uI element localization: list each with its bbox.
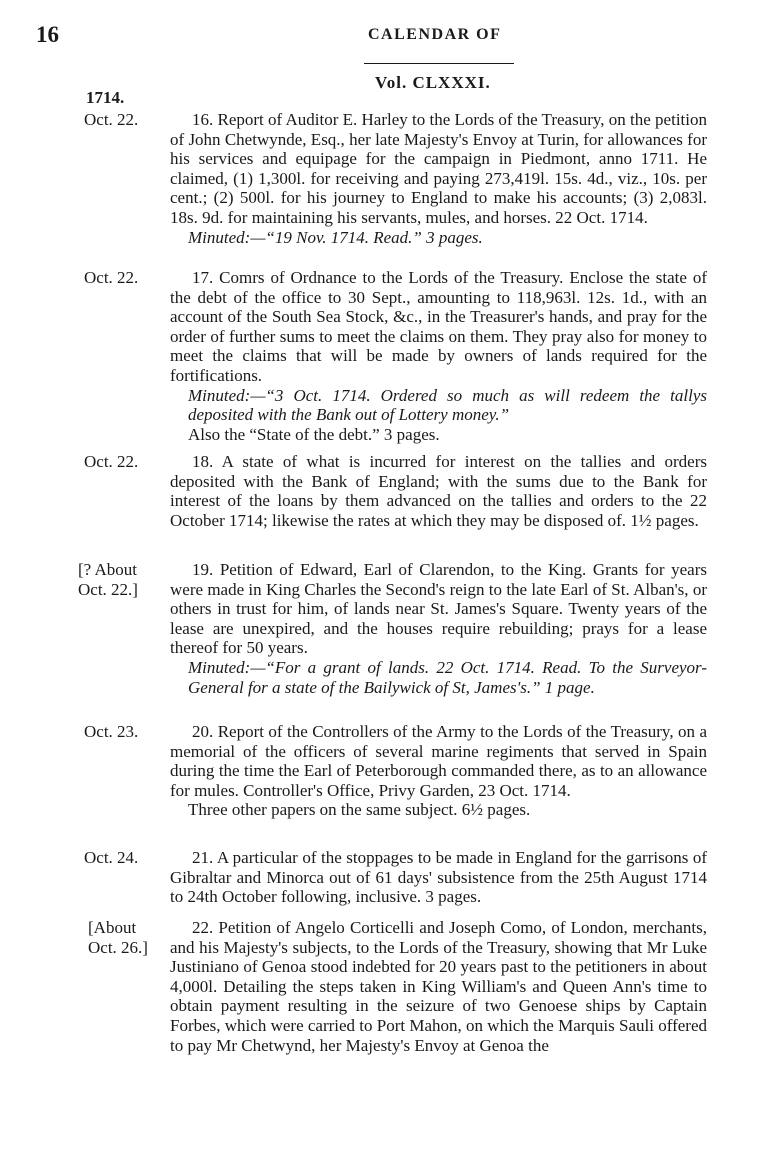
entry-text (170, 452, 707, 530)
year-label: 1714. (86, 88, 125, 107)
entry-date: Oct. 22. (84, 452, 139, 471)
header-rule (364, 63, 514, 64)
entry-paragraph: 22. Petition of Angelo Corticelli and Joseph Como, of London, merchants, and his Majesty's subjects, to the Lords of the Treasury, showing that Mr Luke Justiniano of Genoa stood indebted for 20 years past to the petitioners in about 4,000l. Detailing the steps taken in King William's and Queen Ann's time to obtain payment resulting in the seizure of two Genoese ships by Captain Forbes, which were carried to Port Mahon, on which the Marquis Sauli offered to pay Mr Chetwynd, her Majesty's Envoy at Genoa the (170, 918, 707, 1055)
entry-text (170, 560, 707, 697)
entry-note: Also the “State of the debt.” 3 pages. (188, 424, 440, 444)
entry-paragraph: 20. Report of the Controllers of the Army to the Lords of the Treasury, on a memorial of the officers of several marine regiments that served in Spain during the time the Earl of Peterborough commanded there, as to an allowance for mules. Controller's Office, Privy Garden, 23 Oct. 1714. (170, 722, 707, 800)
entry-paragraph: 18. A state of what is incurred for interest on the tallies and orders deposited with the Bank of England; with the sums due to the Bank for interest of the loans by them advanced on the tallies and orders to the 22 October 1714; likewise the rates at which they may be disposed of. 1½ pages. (170, 452, 707, 530)
entry-text (170, 848, 707, 907)
entry-date: Oct. 22. (84, 110, 139, 129)
entry-text (170, 918, 707, 1055)
entry-minute: Minuted:—“3 Oct. 1714. Ordered so much as will redeem the tallys deposited with the Bank out of Lottery money.” (188, 385, 707, 425)
entry-paragraph: 21. A particular of the stoppages to be made in England for the garrisons of Gibraltar and Minorca out of 61 days' subsistence from the 25th August 1714 to 24th October following, inclusive. 3 pages. (170, 848, 707, 907)
entry-date: Oct. 24. (84, 848, 139, 867)
entry-date: [? About Oct. 22.] (78, 560, 138, 599)
entry-paragraph: 16. Report of Auditor E. Harley to the Lords of the Treasury, on the petition of John Chetwynde, Esq., her late Majesty's Envoy at Turin, for allowances for his services and equipage for the campaign in Piedmont, anno 1711. He claimed, (1) 1,300l. for receiving and paying 273,419l. 15s. 4d., viz., 10s. per cent.; (2) 500l. for his journey to England to make his accounts; (3) 2,083l. 18s. 9d. for maintaining his servants, mules, and horses. 22 Oct. 1714. (170, 110, 707, 227)
volume-heading: Vol. CLXXXI. (375, 73, 491, 92)
entry-text (170, 722, 707, 820)
entry-date: [About Oct. 26.] (88, 918, 148, 957)
entry-date: Oct. 22. (84, 268, 139, 287)
entry-date: Oct. 23. (84, 722, 139, 741)
entry-paragraph: 17. Comrs of Ordnance to the Lords of the Treasury. Enclose the state of the debt of the office to 30 Sept., amounting to 118,963l. 12s. 1d., with an account of the South Sea Stock, &c., in the Treasurer's hands, and pray for the order of further sums to meet the claims on them. They pray also for money to meet the claims that will be made by owners of lands required for the fortifications. (170, 268, 707, 385)
running-head: CALENDAR OF (368, 26, 502, 43)
entry-note: Three other papers on the same subject. 6½ pages. (188, 800, 531, 820)
entry-minute: Minuted:—“19 Nov. 1714. Read.” 3 pages. (188, 227, 483, 247)
entry-text (170, 268, 707, 444)
entry-text (170, 110, 707, 247)
page-number: 16 (36, 22, 59, 47)
entry-paragraph: 19. Petition of Edward, Earl of Clarendon, to the King. Grants for years were made in King Charles the Second's reign to the late Earl of St. Alban's, or others in trust for him, of lands near St. James's Square. Twenty years of the lease are unexpired, and the houses require rebuilding; prays for a lease thereof for 50 years. (170, 560, 707, 658)
entry-minute: Minuted:—“For a grant of lands. 22 Oct. 1714. Read. To the Surveyor-General for a state of the Bailywick of St, James's.” 1 page. (188, 657, 707, 697)
